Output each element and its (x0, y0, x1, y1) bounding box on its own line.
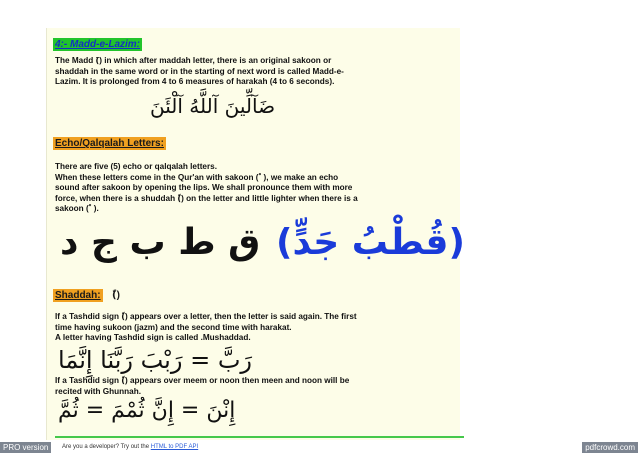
madd-e-lazim-heading: 4:- Madd-e-Lazim: (55, 39, 140, 50)
page-edge (46, 28, 47, 440)
shaddah-arabic-example-2: إِنْنَ = إِنَّ ثُمْمَ = ثُمَّ (58, 398, 236, 423)
developer-ad (62, 442, 198, 453)
shaddah-paragraph-2: If a Tashdid sign (ّ) appears over meem or noon then meen and noon will be recited with Ghunnah. (55, 376, 350, 396)
developer-ad-text: Are you a developer? Try out the (62, 444, 150, 450)
shaddah-symbol: (ّ) (112, 290, 120, 301)
section-divider (55, 436, 464, 438)
madd-e-lazim-arabic-example: ضَآلِّينَ آللَّهُ آلْئَنَ (150, 94, 276, 118)
shaddah-heading: Shaddah: (55, 290, 101, 301)
shaddah-paragraph-1: If a Tashdid sign (ّ) appears over a letter, then the letter is said again. The first time having sukoon (jazm) and the second time with harakat. A letter having Tashdid sign is called .Mushaddad. (55, 312, 357, 343)
pro-version-badge[interactable]: PRO version (0, 442, 51, 453)
html-to-pdf-api-link[interactable]: HTML to PDF API (150, 444, 199, 450)
qalqalah-paragraph: There are five (5) echo or qalqalah letters. When these letters come in the Qur'an with sakoon ( ْ ), we make an echo sound after sakoon by opening the lips. We shall pronounce them with more force, when there is a shuddah (ّ) on the letter and little lighter when there is a sakoon ( ْ ). (55, 162, 358, 214)
qalqalah-letters: ق ط ب ج د (60, 222, 261, 263)
madd-e-lazim-paragraph: The Madd (ٓ) in which after maddah letter, there is an original sakoon or shaddah in the same word or in the starting of next word is called Madd-e- Lazim. It is prolonged from 4 to 6 measures of harakah (4 to 6 seconds). (55, 56, 344, 87)
shaddah-arabic-example-1: رَبَّ = رَبْبَ رَبَّنَا إِنَّمَا (58, 346, 253, 374)
qalqalah-heading: Echo/Qalqalah Letters: (55, 138, 164, 149)
pdfcrowd-badge[interactable]: pdfcrowd.com (582, 442, 638, 453)
qalqalah-phrase: (قُطْبُ جَدٍّ) (276, 222, 465, 263)
